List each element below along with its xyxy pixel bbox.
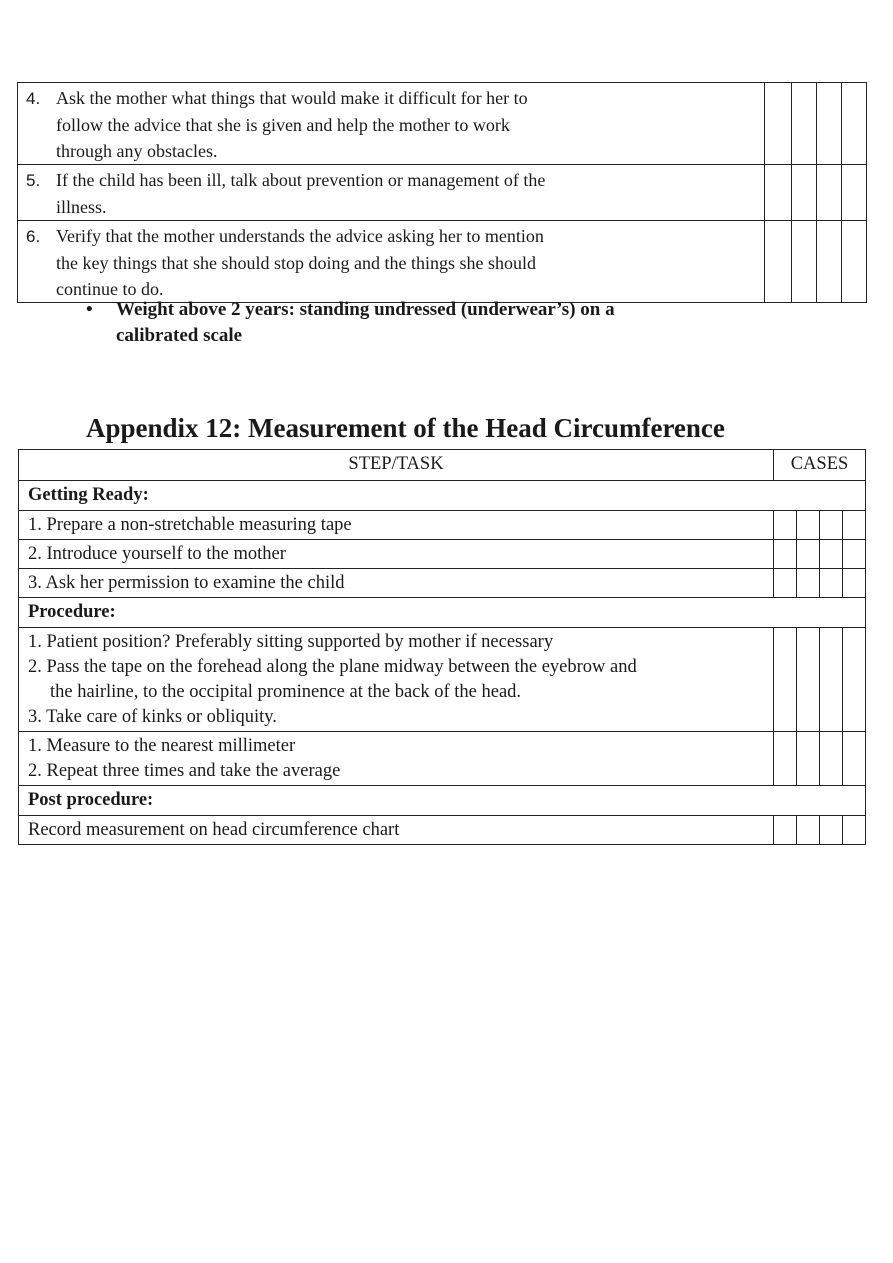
table-row [19, 628, 866, 732]
case-checkbox[interactable] [819, 816, 842, 845]
case-checkbox[interactable] [792, 83, 817, 165]
case-checkbox[interactable] [819, 628, 842, 732]
table-row [19, 511, 866, 540]
table-header-row [19, 450, 866, 481]
case-checkbox[interactable] [842, 83, 867, 165]
task-text: 1. Prepare a non-stretchable measuring tape [19, 511, 774, 540]
section-row [19, 598, 866, 628]
case-checkbox[interactable] [796, 569, 819, 598]
task-text: follow the advice that she is given and help the mother to work [56, 115, 510, 135]
case-checkbox[interactable] [842, 816, 865, 845]
weight-bullet-note [86, 297, 615, 349]
case-checkbox[interactable] [773, 628, 796, 732]
case-checkbox[interactable] [773, 732, 796, 786]
case-checkbox[interactable] [796, 628, 819, 732]
case-checkbox[interactable] [819, 511, 842, 540]
case-checkbox[interactable] [819, 569, 842, 598]
section-row [19, 786, 866, 816]
task-text: 2. Pass the tape on the forehead along the plane midway between the eyebrow and [28, 657, 637, 677]
bullet-text: calibrated scale [116, 325, 243, 346]
case-checkbox[interactable] [796, 540, 819, 569]
case-checkbox[interactable] [842, 569, 865, 598]
case-checkbox[interactable] [765, 165, 792, 221]
case-checkbox[interactable] [817, 83, 842, 165]
header-cases: CASES [773, 450, 865, 481]
section-post-procedure: Post procedure: [19, 786, 866, 816]
case-checkbox[interactable] [819, 732, 842, 786]
task-text: Verify that the mother understands the advice asking her to mention [56, 226, 544, 246]
section-getting-ready: Getting Ready: [19, 481, 866, 511]
case-checkbox[interactable] [819, 540, 842, 569]
case-checkbox[interactable] [842, 540, 865, 569]
case-checkbox[interactable] [796, 732, 819, 786]
task-number: 6. [26, 227, 41, 246]
case-checkbox[interactable] [765, 83, 792, 165]
task-text: continue to do. [56, 279, 164, 299]
case-checkbox[interactable] [842, 511, 865, 540]
task-text: illness. [56, 197, 107, 217]
case-checkbox[interactable] [796, 816, 819, 845]
task-text: Ask the mother what things that would make it difficult for her to [56, 88, 528, 108]
task-text: Record measurement on head circumference chart [19, 816, 774, 845]
task-text: the key things that she should stop doing and the things she should [56, 253, 536, 273]
task-text: 2. Repeat three times and take the average [28, 761, 341, 781]
case-checkbox[interactable] [817, 165, 842, 221]
task-cell-5 [18, 165, 765, 221]
case-checkbox[interactable] [792, 221, 817, 303]
case-checkbox[interactable] [773, 511, 796, 540]
task-text: 1. Patient position? Preferably sitting supported by mother if necessary [28, 632, 554, 652]
task-text: 3. Take care of kinks or obliquity. [28, 707, 277, 727]
measurement-steps [19, 732, 774, 786]
table-row [19, 816, 866, 845]
section-procedure: Procedure: [19, 598, 866, 628]
task-number: 5. [26, 171, 41, 190]
task-cell-4 [18, 83, 765, 165]
case-checkbox[interactable] [842, 165, 867, 221]
header-step-task: STEP/TASK [19, 450, 774, 481]
task-text: If the child has been ill, talk about prevention or management of the [56, 170, 546, 190]
case-checkbox[interactable] [817, 221, 842, 303]
section-row [19, 481, 866, 511]
case-checkbox[interactable] [842, 732, 865, 786]
case-checkbox[interactable] [773, 540, 796, 569]
bullet-text: Weight above 2 years: standing undressed (underwear’s) on a [116, 299, 615, 320]
table-row [19, 569, 866, 598]
task-cell-6 [18, 221, 765, 303]
task-text: 2. Introduce yourself to the mother [19, 540, 774, 569]
checklist-table-continued [17, 82, 867, 303]
page-title: Appendix 12: Measurement of the Head Circumference [86, 413, 725, 443]
bullet-icon: • [86, 299, 93, 320]
case-checkbox[interactable] [773, 816, 796, 845]
task-text: 1. Measure to the nearest millimeter [28, 736, 296, 756]
task-text: 3. Ask her permission to examine the child [19, 569, 774, 598]
case-checkbox[interactable] [773, 569, 796, 598]
case-checkbox[interactable] [765, 221, 792, 303]
task-text: the hairline, to the occipital prominence at the back of the head. [50, 682, 522, 702]
table-row [18, 165, 867, 221]
table-row [18, 221, 867, 303]
table-row [19, 732, 866, 786]
case-checkbox[interactable] [796, 511, 819, 540]
procedure-steps [19, 628, 774, 732]
task-text: through any obstacles. [56, 141, 218, 161]
task-number: 4. [26, 89, 41, 108]
case-checkbox[interactable] [842, 628, 865, 732]
table-row [18, 83, 867, 165]
table-row [19, 540, 866, 569]
case-checkbox[interactable] [792, 165, 817, 221]
head-circumference-table [18, 449, 866, 845]
case-checkbox[interactable] [842, 221, 867, 303]
